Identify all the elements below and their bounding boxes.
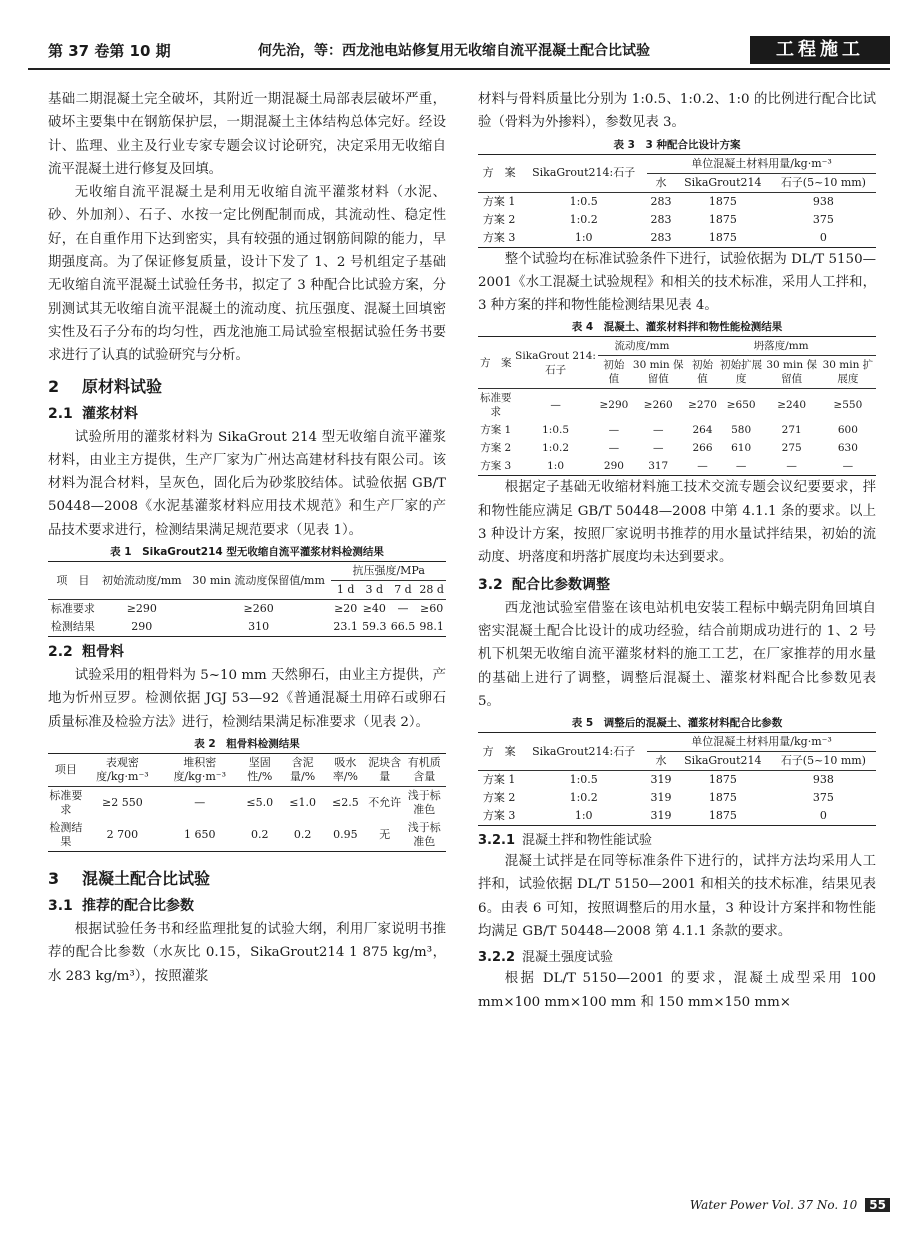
table-row: [478, 439, 876, 457]
table-cell: 317: [648, 460, 669, 473]
table-cell: 283: [650, 230, 672, 244]
paragraph: 试验所用的灌浆材料为 SikaGrout 214 型无收缩自流平灌浆材料，由业主方提供，生产厂家为广州达高建材科技有限公司。该材料为混合材料，呈灰色，固化后为砂浆胶结体。试验依据 GB/T 50448—2008《水泥基灌浆材料应用技术规范》和生产厂家的产品技术要求进行，检测结果满足规范要求（见表 1）。: [48, 429, 446, 538]
table-cell: 方案 3: [482, 809, 516, 823]
section-heading: [48, 866, 446, 889]
table-cell: 2 700: [106, 827, 139, 841]
section-title: 粗骨料: [82, 644, 124, 661]
table-cell: 0.95: [333, 827, 358, 841]
paragraph: 基础二期混凝土完全破坏，其附近一期混凝土局部表层破坏严重，破坏主要集中在钢筋保护层，一期混凝土主体结构总体完好。经设计、监理、业主及行业专家专题会议讨论研究，决定采用无收缩自流平混凝土进行修复及回填。: [48, 92, 446, 177]
table-row: [48, 600, 446, 619]
subsection-heading: [48, 403, 446, 423]
paragraph: 根据定子基础无收缩材料施工技术交流专题会议纪要要求，拌和物性能应满足 GB/T 50448—2008 中第 4.1.1 条的要求。以上 3 种设计方案，按照厂家说明书推荐的用水量试拌结果，初始的流动度、坍落度和坍落扩展度均未达到要求。: [478, 480, 876, 566]
table-cell: ≥260: [243, 602, 274, 616]
table-cell: 浅于标准色: [407, 788, 441, 816]
table-header: 单位混凝土材料用量/kg·m⁻³: [647, 154, 876, 173]
table-row: [478, 389, 876, 422]
table-cell: 264: [692, 424, 713, 437]
table-cell: 1 650: [183, 827, 216, 841]
table-cell: 1:0: [574, 809, 593, 823]
table-cell: 290: [131, 620, 153, 634]
table-cell: 方案 1: [480, 424, 512, 437]
table-header: 方 案: [478, 337, 513, 389]
table-header: SikaGrout 214:石子: [513, 337, 597, 389]
table-4: [478, 336, 876, 476]
table-cell: 方案 1: [482, 194, 516, 208]
table-cell: ≥20: [334, 602, 358, 616]
paragraph: 材料与骨料质量比分别为 1:0.5、1:0.2、1:0 的比例进行配合比试验（骨料为外掺料），参数见表 3。: [478, 92, 876, 131]
table-cell: 0: [819, 230, 827, 244]
subsubsection-heading: [478, 946, 876, 965]
table-cell: 1:0.5: [569, 773, 598, 787]
section-number: 3: [48, 868, 60, 888]
running-header: [28, 38, 890, 70]
table-cell: 283: [650, 212, 672, 226]
subsection-heading: [48, 895, 446, 915]
table-2: [48, 753, 446, 852]
table-cell: 938: [812, 194, 834, 208]
table-header: SikaGrout214:石子: [520, 154, 647, 192]
table-cell: 938: [812, 773, 834, 787]
table-cell: 580: [731, 424, 752, 437]
table-cell: —: [608, 424, 620, 437]
table-1: [48, 561, 446, 637]
table-header: 有机质含量: [403, 753, 446, 786]
table-header: 含泥量/%: [281, 753, 324, 786]
table-cell: 319: [650, 773, 672, 787]
table-cell: —: [697, 460, 708, 473]
paragraph: 混凝土试拌是在同等标准条件下进行的，试拌方法均采用人工拌和，试验依据 DL/T 5150—2001 和相关的技术标准，结果见表 6。由表 6 可知，按照调整后的用水量，3 种设计方案拌和物性能均满足 GB/T 50448—2008 第 4.1.1 条款的要求。: [478, 854, 876, 940]
table-cell: 630: [837, 442, 858, 455]
table-cell: 1:0.2: [542, 442, 570, 455]
table-cell: —: [652, 424, 664, 437]
table-caption: 表 2 粗骨料检测结果: [194, 737, 300, 750]
table-cell: ≤1.0: [289, 795, 316, 809]
table-row: [478, 807, 876, 826]
table-header: 方 案: [478, 154, 520, 192]
table-cell: 271: [781, 424, 802, 437]
table-cell: 1:0.2: [569, 212, 598, 226]
table-header: 石子(5~10 mm): [771, 173, 876, 192]
table-cell: 66.5: [390, 620, 416, 634]
paragraph: 整个试验均在标准试验条件下进行，试验依据为 DL/T 5150—2001《水工混凝土试验规程》和相关的技术标准，采用人工拌和，3 种方案的拌和物性能检测结果见表 4。: [478, 251, 876, 314]
paragraph: 西龙池试验室借鉴在该电站机电安装工程标中蜗壳阴角回填自密实混凝土配合比设计的成功经验，结合前期成功进行的 1、2 号机下机架无收缩自流平灌浆材料的施工工艺，在厂家推荐的用水量的基础上进行了调整，调整后混凝土、灌浆材料配合比参数见表 5。: [478, 600, 876, 709]
table-row: [478, 192, 876, 211]
table-cell: 1875: [708, 809, 737, 823]
table-cell: 1875: [708, 773, 737, 787]
table-header: 坚固性/%: [238, 753, 281, 786]
section-number: 3.2: [478, 576, 503, 593]
table-cell: ≥2 550: [102, 795, 143, 809]
table-header: 30 min 扩展度: [820, 356, 876, 389]
table-cell: ≥550: [833, 399, 863, 412]
section-title: 混凝土拌和物性能试验: [522, 833, 653, 849]
table-cell: ≥270: [688, 399, 717, 412]
table-cell: 标准要求: [49, 788, 83, 816]
page-number: 55: [865, 1198, 890, 1212]
section-number: 2: [48, 376, 60, 396]
table-header: 30 min 保留值: [764, 356, 820, 389]
table-header: 坍落度/mm: [686, 337, 876, 356]
table-cell: 266: [692, 442, 713, 455]
table-cell: 1:0: [574, 230, 593, 244]
table-cell: 1875: [708, 194, 737, 208]
table-cell: 1:0.5: [542, 424, 570, 437]
table-cell: 375: [812, 212, 834, 226]
table-header: 流动度/mm: [598, 337, 687, 356]
table-cell: ≤2.5: [332, 795, 359, 809]
table-cell: ≥60: [420, 602, 444, 616]
table-header: 28 d: [417, 581, 446, 600]
subsection-heading: [48, 641, 446, 661]
section-logo: 工程施工: [750, 36, 890, 64]
table-header: 30 min 保留值: [630, 356, 686, 389]
table-caption: 表 4 混凝土、灌浆材料拌和物性能检测结果: [571, 321, 783, 334]
table-cell: 浅于标准色: [407, 820, 441, 848]
section-title: 推荐的配合比参数: [82, 897, 194, 914]
table-cell: —: [786, 460, 797, 473]
paragraph: 无收缩自流平混凝土是利用无收缩自流平灌浆材料（水泥、砂、外加剂）、石子、水按一定比例配制而成，其流动性、稳定性好，在自重作用下达到密实，具有较强的通过钢筋间隙的能力，早期强度高。为了保证修复质量，设计下发了 1、2 号机组定子基础无收缩自流平混凝土试验任务书，拟定了 3 种配合比试验方案，分别测试其无收缩自流平混凝土的流动度、抗压强度、混凝土回填密实性及石子分布的均匀性，西龙池施工局试验室根据试验任务书要求进行了认真的试验研究与分析。: [48, 185, 446, 364]
table-cell: 1875: [708, 791, 737, 805]
table-row: [478, 229, 876, 248]
table-header: 初始流动度/mm: [98, 562, 186, 600]
table-cell: —: [735, 460, 747, 473]
table-cell: 1:0.5: [569, 194, 598, 208]
table-header: 单位混凝土材料用量/kg·m⁻³: [647, 733, 876, 752]
table-header: 1 d: [331, 581, 360, 600]
table-header: 石子(5~10 mm): [771, 752, 876, 771]
section-title: 混凝土强度试验: [522, 950, 614, 966]
table-cell: 检测结果: [49, 820, 83, 848]
table-3: [478, 154, 876, 248]
table-cell: 方案 2: [482, 791, 516, 805]
table-cell: —: [608, 442, 620, 455]
table-cell: —: [652, 442, 664, 455]
table-header: 初始值: [686, 356, 718, 389]
table-cell: 310: [248, 620, 270, 634]
table-cell: 600: [837, 424, 858, 437]
table-cell: 方案 2: [480, 442, 512, 455]
table-cell: 1:0: [547, 460, 565, 473]
table-header: SikaGrout214: [675, 173, 771, 192]
table-header: 项 目: [48, 562, 98, 600]
table-cell: ≥40: [362, 602, 386, 616]
table-cell: 319: [650, 791, 672, 805]
table-cell: 290: [603, 460, 624, 473]
table-header: 吸水率/%: [324, 753, 367, 786]
table-cell: 无: [379, 827, 391, 841]
table-cell: 1875: [708, 212, 737, 226]
paragraph: 根据 DL/T 5150—2001 的要求，混凝土成型采用 100 mm×100 mm×100 mm 和 150 mm×150 mm×: [478, 971, 876, 1010]
table-cell: 方案 3: [482, 230, 516, 244]
table-caption: 表 5 调整后的混凝土、灌浆材料配合比参数: [571, 717, 783, 730]
table-cell: 23.1: [333, 620, 358, 634]
table-cell: 610: [731, 442, 752, 455]
table-header: 3 d: [360, 581, 389, 600]
table-cell: 检测结果: [50, 620, 95, 634]
table-cell: 283: [650, 194, 672, 208]
subsection-heading: [478, 574, 876, 594]
table-5: [478, 732, 876, 826]
table-header: 泥块含量: [367, 753, 403, 786]
section-title: 灌浆材料: [82, 405, 138, 422]
table-cell: ≥290: [599, 399, 629, 412]
table-cell: 标准要求: [50, 602, 95, 616]
table-row: [478, 457, 876, 476]
table-cell: 98.1: [419, 620, 444, 634]
paragraph: 根据试验任务书和经监理批复的试验大纲，利用厂家说明书推荐的配合比参数（水灰比 0.15，SikaGrout214 1 875 kg/m³，水 283 kg/m³），按照灌浆: [48, 921, 446, 984]
table-row: [48, 786, 446, 819]
table-cell: 319: [650, 809, 672, 823]
table-header: 水: [647, 173, 675, 192]
table-row: [48, 618, 446, 637]
table-cell: 375: [812, 791, 834, 805]
section-number: 2.2: [48, 644, 73, 661]
table-cell: ≥240: [777, 399, 807, 412]
table-header: 抗压强度/MPa: [331, 562, 446, 581]
table-cell: ≥650: [726, 399, 756, 412]
table-header: 30 min 流动度保留值/mm: [186, 562, 331, 600]
table-cell: 不允许: [368, 795, 402, 809]
table-cell: 1:0.2: [569, 791, 598, 805]
table-cell: 标准要求: [479, 392, 512, 419]
table-cell: —: [194, 795, 206, 809]
table-header: SikaGrout214: [675, 752, 771, 771]
table-cell: 0.2: [293, 827, 312, 841]
table-cell: 方案 1: [482, 773, 516, 787]
table-header: 方 案: [478, 733, 520, 771]
table-cell: ≥290: [126, 602, 157, 616]
table-header: 初始扩展度: [719, 356, 764, 389]
table-row: [48, 819, 446, 852]
table-cell: —: [550, 399, 561, 412]
table-cell: 方案 3: [480, 460, 512, 473]
page-footer: [690, 1198, 890, 1212]
table-cell: —: [842, 460, 854, 473]
paragraph: 试验采用的粗骨料为 5~10 mm 天然卵石，由业主方提供，产地为忻州豆罗。检测依据 JGJ 53—92《普通混凝土用碎石或卵石质量标准及检验方法》进行，检测结果满足标准要求（见表 2）。: [48, 668, 446, 730]
table-cell: 方案 2: [482, 212, 516, 226]
journal-name: Water Power Vol. 37 No. 10: [689, 1198, 858, 1212]
table-cell: ≤5.0: [246, 795, 274, 809]
table-cell: ≥260: [643, 399, 673, 412]
section-title: 原材料试验: [82, 376, 163, 396]
table-cell: 0: [819, 809, 827, 823]
section-number: 2.1: [48, 405, 73, 422]
table-cell: —: [397, 602, 409, 616]
table-cell: 1875: [708, 230, 737, 244]
table-cell: 59.3: [362, 620, 387, 634]
table-header: SikaGrout214:石子: [520, 733, 647, 771]
subsubsection-heading: [478, 829, 876, 848]
table-row: [478, 421, 876, 439]
section-heading: [48, 374, 446, 397]
table-header: 表观密度/kg·m⁻³: [84, 753, 161, 786]
table-cell: 275: [781, 442, 802, 455]
table-header: 堆积密度/kg·m⁻³: [161, 753, 238, 786]
section-number: 3.2.1: [478, 833, 516, 849]
right-column: [478, 88, 876, 1014]
article-running-title: 何先治，等：西龙池电站修复用无收缩自流平混凝土配合比试验: [258, 43, 650, 59]
journal-issue: 第 37 卷第 10 期: [48, 42, 171, 60]
left-column: [48, 88, 446, 988]
table-cell: 0.2: [251, 827, 269, 841]
section-title: 混凝土配合比试验: [82, 868, 211, 888]
table-header: 项目: [48, 753, 84, 786]
section-number: 3.1: [48, 897, 73, 914]
section-title: 配合比参数调整: [512, 576, 610, 593]
table-header: 初始值: [598, 356, 630, 389]
table-row: [478, 771, 876, 790]
table-header: 水: [647, 752, 675, 771]
section-number: 3.2.2: [478, 950, 516, 966]
table-caption: 表 1 SikaGrout214 型无收缩自流平灌浆材料检测结果: [110, 546, 384, 559]
table-row: [478, 789, 876, 807]
table-header: 7 d: [389, 581, 418, 600]
table-row: [478, 211, 876, 229]
table-caption: 表 3 3 种配合比设计方案: [613, 138, 741, 151]
